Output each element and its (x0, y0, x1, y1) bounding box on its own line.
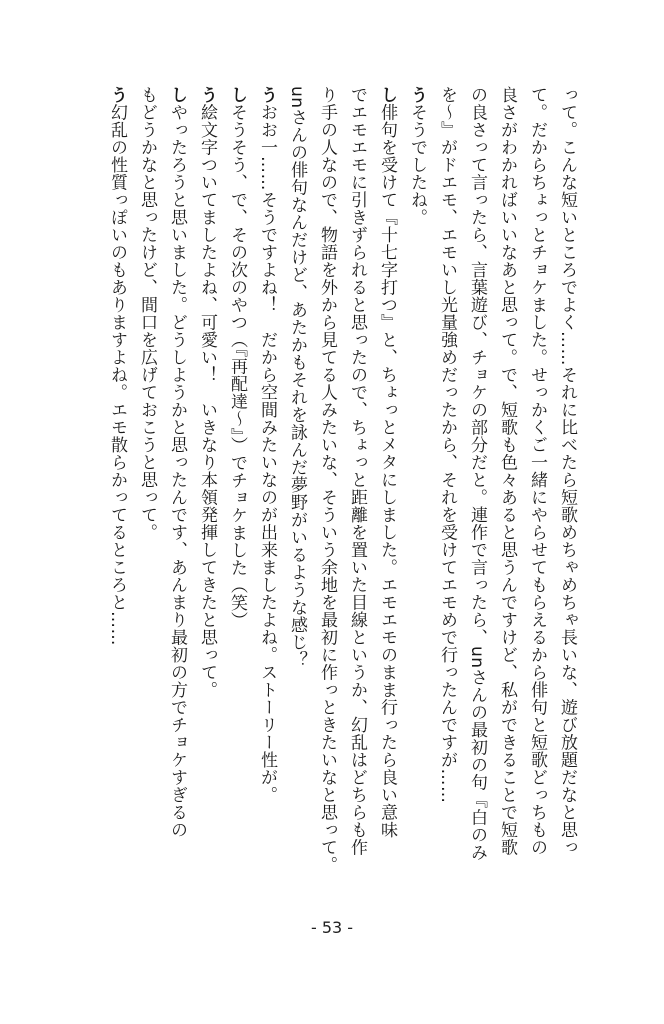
speaker-marker: う (107, 86, 127, 104)
line-text: 俳句を受けて『十七字打つ』と、ちょっとメタにしました。エモエモのまま行ったら良い意味 (377, 103, 397, 839)
line-text: おお一……そうですよね！ だから空間みたいなのが出来ましたよね。ストーリー性が。 (257, 103, 277, 804)
page-number: - 53 - (310, 918, 354, 937)
line-text: unさんの俳句なんだけど、あたかもそれを詠んだ夢野がいるような感じ？ (287, 86, 307, 669)
line-text: もどうかなと思ったけど、間口を広げておこうと思って。 (137, 86, 157, 541)
text-line (552, 86, 582, 922)
speaker-marker: う (407, 86, 427, 104)
text-line (522, 86, 552, 922)
text-line (192, 86, 222, 922)
line-text: 絵文字ついてましたよね、可愛い！ いきなり本領発揮してきたと思って。 (197, 103, 217, 699)
speaker-marker: し (227, 86, 247, 104)
text-line (102, 86, 132, 922)
text-line (372, 86, 402, 922)
text-line (492, 86, 522, 922)
text-line (432, 86, 462, 922)
text-line (252, 86, 282, 922)
text-line (162, 86, 192, 922)
text-line (282, 86, 312, 922)
text-line (342, 86, 372, 922)
text-line (222, 86, 252, 922)
text-line (312, 86, 342, 922)
line-text: って。こんな短いところでよく……それに比べたら短歌めちゃめちゃ長いな、遊び放題だなと思っ (557, 86, 577, 856)
line-text: そうそう、で、その次のやつ（『再配達～』）でチョケました（笑） (227, 103, 247, 629)
speaker-marker: し (377, 86, 397, 104)
text-line (132, 86, 162, 922)
text-line (462, 86, 492, 922)
line-text: を～』がドエモ、エモいし光量強めだったから、それを受けてエモめで行ったんですが…… (437, 86, 457, 804)
vertical-text-block (62, 86, 582, 922)
line-text: 良さがわかればいいなあと思って。で、短歌も色々あると思うんですけど、私ができることで短歌 (497, 86, 517, 856)
line-text: の良さって言ったら、言葉遊び、チョケの部分だと。連作で言ったら、unさんの最初の句『白のみ (467, 86, 487, 862)
speaker-marker: う (197, 86, 217, 104)
line-text: り手の人なので、物語を外から見てる人みたいな、そういう余地を最初に作っときたいなと思って。 (317, 86, 337, 874)
speaker-marker: う (257, 86, 277, 104)
line-text: 幻乱の性質っぽいのもありますよね。エモ散らかってるところと…… (107, 103, 127, 646)
speaker-marker: し (167, 86, 187, 104)
line-text: やったろうと思いました。どうしようかと思ったんです、あんまり最初の方でチョケすぎるの (167, 103, 187, 839)
line-text: て。だからちょっとチョケました。せっかくご一緒にやらせてもらえるから俳句と短歌どっちもの (527, 86, 547, 856)
line-text: でエモエモに引きずられると思ったので、ちょっと距離を置いた目線というか、幻乱はどちらも作 (347, 86, 367, 856)
line-text: そうでしたね。 (407, 103, 427, 226)
text-line (402, 86, 432, 922)
